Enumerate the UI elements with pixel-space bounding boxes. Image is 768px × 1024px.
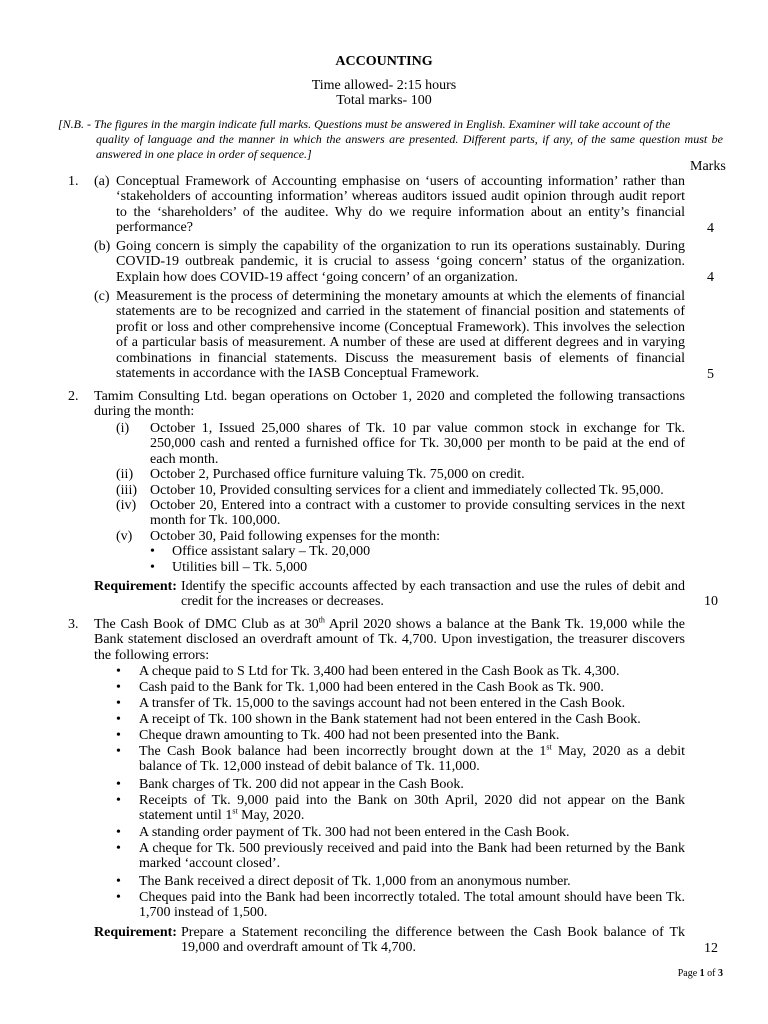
q2-item-label: (i) [116,421,130,436]
question-1-number: 1. [68,174,79,189]
q2-bullet: Utilities bill – Tk. 5,000 [172,560,308,575]
q3-error-item: The Bank received a direct deposit of Tk. 1,000 from an anonymous number. [139,874,571,889]
q3-error-sup: st [546,742,552,752]
q2-item-label: (iii) [116,483,137,498]
q3-error-item: A cheque for Tk. 500 previously received and paid into the Bank had been returned by the Bank marked ‘account closed’. [139,841,685,872]
paper-title: ACCOUNTING [335,54,433,69]
q3-error-item: Cheque drawn amounting to Tk. 400 had not been presented into the Bank. [139,728,560,743]
q3-error-item: A receipt of Tk. 100 shown in the Bank statement had not been entered in the Cash Book. [139,712,641,727]
q3-requirement-label: Requirement: [94,925,177,940]
bullet-icon: • [150,560,155,575]
nb-line-first: [N.B. - The figures in the margin indicate full marks. Questions must be answered in English. Examiner will take account of the [58,117,671,131]
q2-item-text: October 1, Issued 25,000 shares of Tk. 10 par value common stock in exchange for Tk. 250,000 cash and rented a furnished office for Tk. 30,000 per month to be paid at the end of each month. [150,421,685,467]
q3-error-text: May, 2020 as a debit balance of Tk. 12,000 instead of debit balance of Tk. 11,000. [139,744,685,775]
q1c-text: Measurement is the process of determining the monetary amounts at which the elements of financial statements are to be recognized and carried in the statement of financial position and statements of profit or loss and other comprehensive income (Conceptual Framework). This involves the selection of a particular basis of measurement. A number of these are used at different degrees and in varying combinations in financial statements. Discuss the measurement basis of elements of financial statements in accordance with the IASB Conceptual Framework. [116,289,685,382]
q3-error-item [139,793,685,824]
bullet-icon: • [116,696,121,711]
marks-column-heading: Marks [690,159,726,174]
q2-item-label: (ii) [116,467,134,482]
q2-item-text: October 10, Provided consulting services for a client and immediately collected Tk. 95,000. [150,483,664,498]
q1b-marks: 4 [707,270,714,285]
q2-requirement-label: Requirement: [94,579,177,594]
bullet-icon: • [150,544,155,559]
q3-error-sup: st [232,806,238,816]
q1c-marks: 5 [707,367,714,382]
q3-error-item: Cheques paid into the Bank had been incorrectly totaled. The total amount should have been Tk. 1,700 instead of 1,500. [139,890,685,921]
q2-item-text: October 30, Paid following expenses for the month: [150,529,441,544]
q2-item-text: October 2, Purchased office furniture valuing Tk. 75,000 on credit. [150,467,525,482]
page-total: 3 [718,968,723,979]
q3-error-text: Receipts of Tk. 9,000 paid into the Bank on 30th April, 2020 did not appear on the Bank statement until 1 [139,793,685,824]
nb-instructions [58,117,723,162]
q3-error-item [139,744,685,775]
bullet-icon: • [116,793,121,808]
bullet-icon: • [116,874,121,889]
q3-error-item: A transfer of Tk. 15,000 to the savings account had not been entered in the Cash Book. [139,696,626,711]
q1a-label: (a) [94,174,110,189]
page-current: 1 [699,968,705,979]
q3-error-item: A standing order payment of Tk. 300 had not been entered in the Cash Book. [139,825,570,840]
bullet-icon: • [116,890,121,905]
q2-requirement-text: Identify the specific accounts affected by each transaction and use the rules of debit and credit for the increases or decreases. [181,579,685,610]
question-3-number: 3. [68,617,79,632]
time-allowed: Time allowed- 2:15 hours [311,78,457,93]
question-2-number: 2. [68,389,79,404]
q3-intro-end: April 2020 shows a balance at the Bank Tk. 19,000 while the Bank statement disclosed an overdraft amount of Tk. 4,700. Upon investigation, the treasurer discovers the following errors: [94,617,686,663]
q1b-text: Going concern is simply the capability of the organization to run its operations sustainably. During COVID-19 outbreak pandemic, it is crucial to assess ‘going concern’ status of the organization. Explain how does COVID-19 affect ‘going concern’ of an organization. [116,239,685,285]
q1a-text: Conceptual Framework of Accounting emphasise on ‘users of accounting information’ rather than ‘stakeholders of accounting information’ whereas auditors issued audit opinion through audit report to the ‘shareholders’ of the auditee. Why do we require information about an entity’s financial performance? [116,174,685,236]
nb-line-rest: quality of language and the manner in which the answers are presented. Different parts, if any, of the same question must be answered in one place in order of sequence.] [96,132,723,161]
page-number [678,968,723,979]
q2-item-label: (v) [116,529,133,544]
q1b-label: (b) [94,239,111,254]
q2-intro: Tamim Consulting Ltd. began operations on October 1, 2020 and completed the following transactions during the month: [94,389,685,420]
q3-marks: 12 [704,941,718,956]
total-marks: Total marks- 100 [336,93,432,108]
bullet-icon: • [116,744,121,759]
bullet-icon: • [116,728,121,743]
bullet-icon: • [116,841,121,856]
q2-marks: 10 [704,594,718,609]
q1a-marks: 4 [707,221,714,236]
bullet-icon: • [116,825,121,840]
q2-item-text: October 20, Entered into a contract with a customer to provide consulting services in the next month for Tk. 100,000. [150,498,685,529]
q3-requirement-text: Prepare a Statement reconciling the difference between the Cash Book balance of Tk 19,000 and overdraft amount of Tk 4,700. [181,925,685,956]
q3-error-item: A cheque paid to S Ltd for Tk. 3,400 had been entered in the Cash Book as Tk. 4,300. [139,664,620,679]
q3-error-text: The Cash Book balance had been incorrectly brought down at the 1 [139,744,547,759]
bullet-icon: • [116,712,121,727]
q2-bullet: Office assistant salary – Tk. 20,000 [172,544,371,559]
q2-item-label: (iv) [116,498,137,513]
q3-intro [94,617,685,663]
q3-error-item: Cash paid to the Bank for Tk. 1,000 had been entered in the Cash Book as Tk. 900. [139,680,604,695]
q3-intro-start: The Cash Book of DMC Club as at 30 [94,617,319,632]
q1c-label: (c) [94,289,110,304]
q3-error-text: May, 2020. [237,808,305,824]
page-prefix: Page [677,968,700,979]
q3-error-item: Bank charges of Tk. 200 did not appear in the Cash Book. [139,777,464,792]
q3-intro-sup: th [318,615,325,625]
bullet-icon: • [116,680,121,695]
bullet-icon: • [116,664,121,679]
bullet-icon: • [116,777,121,792]
page-of: of [704,968,718,979]
